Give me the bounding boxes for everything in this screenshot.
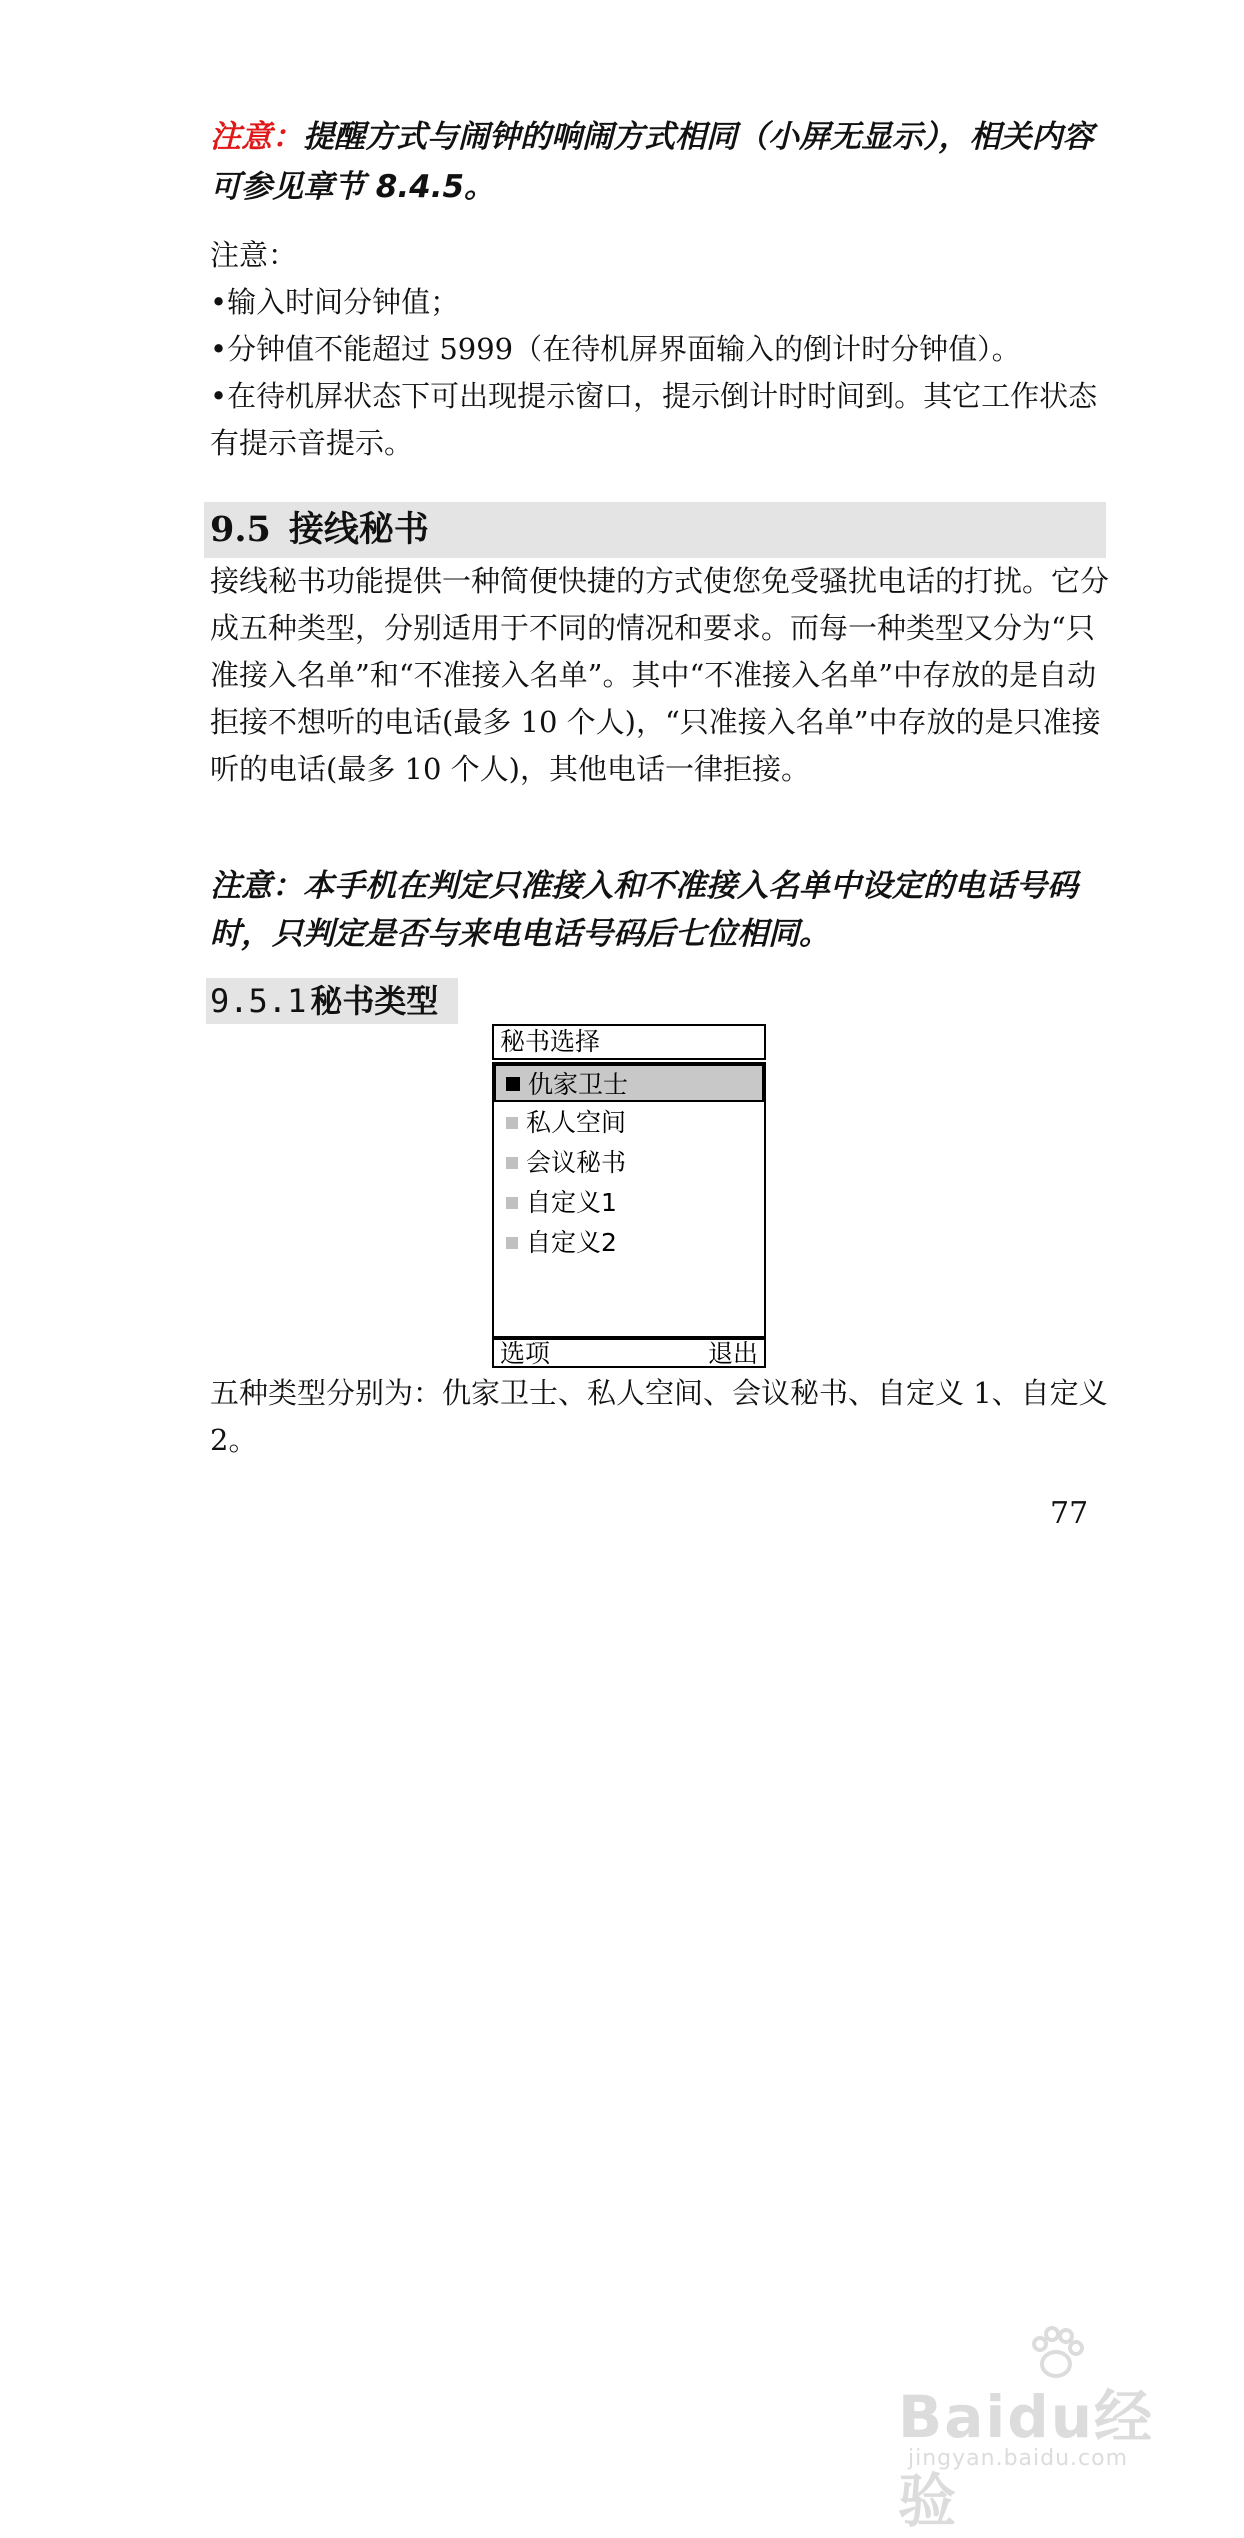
notes-item: •输入时间分钟值； [210, 285, 460, 319]
red-note-label: 注意： [210, 119, 303, 155]
subsection-heading [206, 978, 458, 1024]
menu-item[interactable] [496, 1104, 762, 1142]
section-paragraph-text: 接线秘书功能提供一种简便快捷的方式使您免受骚扰电话的打扰。它分成五种类型，分别适用于不同的情况和要求。而每一种类型又分为“只准接入名单”和“不准接入名单”。其中“不准接入名单”中存放的是自动拒接不想听的电话(最多 10 个人)，“只准接入名单”中存放的是只准接听的电话(最多 10 个人)，其他电话一律拒接。 [210, 564, 1110, 786]
phone-screen [492, 1024, 766, 1366]
section-note: 注意：本手机在判定只准接入和不准接入名单中设定的电话号码时，只判定是否与来电电话号码后七位相同。 [210, 868, 1078, 952]
section-number: 9.5 [210, 509, 271, 550]
red-note-text: 提醒方式与闹钟的响闹方式相同（小屏无显示），相关内容可参见章节 8.4.5。 [210, 119, 1094, 205]
menu-item-label: 会议秘书 [526, 1148, 627, 1177]
notes-item: •在待机屏状态下可出现提示窗口，提示倒计时时间到。其它工作状态有提示音提示。 [210, 379, 1098, 460]
summary-text: 五种类型分别为：仇家卫士、私人空间、会议秘书、自定义 1、自定义 2。 [210, 1376, 1108, 1457]
bullet-icon [506, 1077, 520, 1091]
bullet-icon [506, 1157, 518, 1169]
menu-item-label: 自定义1 [526, 1188, 617, 1217]
phone-title-bar: 秘书选择 [492, 1024, 766, 1060]
menu-item[interactable] [496, 1224, 762, 1262]
menu-item[interactable] [496, 1184, 762, 1222]
menu-item-label: 仇家卫士 [528, 1070, 629, 1099]
section-title: 接线秘书 [288, 510, 429, 550]
red-note [210, 112, 1110, 212]
bullet-icon [506, 1117, 518, 1129]
bullet-icon [506, 1197, 518, 1209]
menu-item-selected[interactable] [494, 1064, 764, 1102]
baidu-watermark [898, 2324, 1188, 2535]
section-heading [204, 502, 1106, 558]
phone-menu-list [492, 1062, 766, 1338]
notes-block [210, 232, 1110, 467]
menu-item[interactable] [496, 1144, 762, 1182]
menu-item-label: 私人空间 [526, 1108, 627, 1137]
section-paragraph [210, 558, 1110, 793]
bullet-icon [506, 1237, 518, 1249]
subsection-title: 秘书类型 [310, 982, 439, 1020]
options-softkey[interactable]: 选项 [500, 1339, 551, 1368]
notes-header: 注意： [210, 238, 298, 272]
notes-item: •分钟值不能超过 5999（在待机屏界面输入的倒计时分钟值）。 [210, 332, 1021, 366]
phone-softkey-bar [492, 1338, 766, 1368]
subsection-number: 9.5.1 [210, 982, 307, 1020]
watermark-url: jingyan.baidu.com [908, 2446, 1129, 2471]
menu-item-label: 自定义2 [526, 1228, 617, 1257]
watermark-brand: Baidu经验 [898, 2383, 1155, 2535]
exit-softkey[interactable]: 退出 [707, 1339, 758, 1368]
page-number: 77 [1050, 1496, 1089, 1531]
